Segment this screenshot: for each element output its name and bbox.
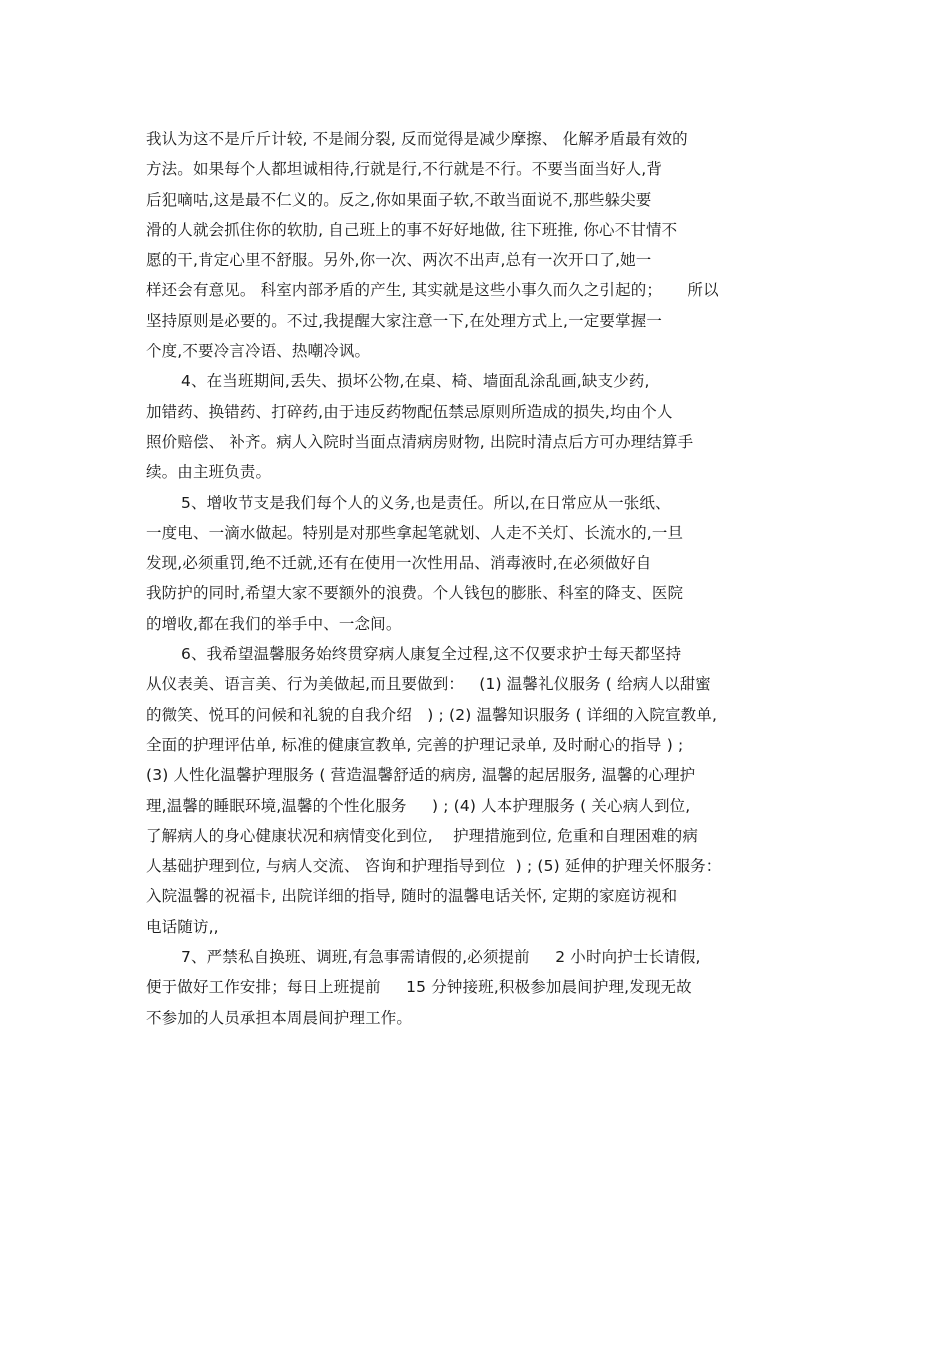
text-line: (3) 人性化温馨护理服务 ( 营造温馨舒适的病房, 温馨的起居服务, 温馨的心理护	[146, 766, 696, 785]
text-line: 续。由主班负责。	[146, 463, 272, 482]
document-body	[146, 124, 816, 1033]
text-line: 后犯嘀咕,这是最不仁义的。反之,你如果面子软,不敢当面说不,那些躲尖要	[146, 190, 652, 209]
paragraph-first-line: 4、在当班期间,丢失、损坏公物,在桌、椅、墙面乱涂乱画,缺支少药,	[181, 372, 650, 391]
paragraph-first-line: 7、严禁私自换班、调班,有急事需请假的,必须提前 2 小时向护士长请假,	[181, 948, 701, 967]
text-line: 便于做好工作安排；每日上班提前 15 分钟接班,积极参加晨间护理,发现无故	[146, 978, 692, 997]
text-line: 人基础护理到位, 与病人交流、 咨询和护理指导到位 ) ; (5) 延伸的护理关怀服务：	[146, 857, 722, 876]
text-line: 的增收,都在我们的举手中、一念间。	[146, 614, 402, 633]
text-line: 加错药、换错药、打碎药,由于违反药物配伍禁忌原则所造成的损失,均由个人	[146, 402, 673, 421]
text-line: 入院温馨的祝福卡, 出院详细的指导, 随时的温馨电话关怀, 定期的家庭访视和	[146, 887, 678, 906]
text-line: 滑的人就会抓住你的软肋, 自己班上的事不好好地做, 往下班推, 你心不甘情不	[146, 220, 678, 239]
text-line: 发现,必须重罚,绝不迁就,还有在使用一次性用品、消毒液时,在必须做好自	[146, 554, 652, 573]
text-line: 理,温馨的睡眠环境,温馨的个性化服务 ) ; (4) 人本护理服务 ( 关心病人到位,	[146, 796, 691, 815]
text-line: 全面的护理评估单, 标准的健康宣教单, 完善的护理记录单, 及时耐心的指导 ) ;	[146, 735, 684, 754]
text-line: 一度电、一滴水做起。特别是对那些拿起笔就划、人走不关灯、长流水的,一旦	[146, 523, 684, 542]
text-line: 照价赔偿、 补齐。病人入院时当面点清病房财物, 出院时清点后方可办理结算手	[146, 432, 694, 451]
text-line: 的微笑、悦耳的问候和礼貌的自我介绍 ) ; (2) 温馨知识服务 ( 详细的入院宣教单,	[146, 705, 718, 724]
text-line: 我认为这不是斤斤计较, 不是闹分裂, 反而觉得是减少摩擦、 化解矛盾最有效的	[146, 130, 688, 148]
text-line: 我防护的同时,希望大家不要额外的浪费。个人钱包的膨胀、科室的降支、医院	[146, 584, 684, 603]
text-line: 不参加的人员承担本周晨间护理工作。	[146, 1008, 413, 1027]
text-line: 个度,不要冷言冷语、热嘲冷讽。	[146, 342, 371, 361]
text-line: 样还会有意见。 科室内部矛盾的产生, 其实就是这些小事久而久之引起的； 所以	[146, 281, 719, 300]
text-line: 从仪表美、语言美、行为美做起,而且要做到： (1) 温馨礼仪服务 ( 给病人以甜蜜	[146, 675, 711, 694]
paragraph-first-line: 5、增收节支是我们每个人的义务,也是责任。所以,在日常应从一张纸、	[181, 493, 671, 512]
text-line: 电话随访,,	[146, 917, 219, 936]
text-line: 愿的干,肯定心里不舒服。另外,你一次、两次不出声,总有一次开口了,她一	[146, 251, 652, 270]
text-line: 了解病人的身心健康状况和病情变化到位, 护理措施到位, 危重和自理困难的病	[146, 826, 698, 845]
text-line: 方法。如果每个人都坦诚相待,行就是行,不行就是不行。不要当面当好人,背	[146, 160, 663, 179]
text-line: 坚持原则是必要的。不过,我提醒大家注意一下,在处理方式上,一定要掌握一	[146, 311, 663, 330]
paragraph-first-line: 6、我希望温馨服务始终贯穿病人康复全过程,这不仅要求护士每天都坚持	[181, 645, 682, 664]
